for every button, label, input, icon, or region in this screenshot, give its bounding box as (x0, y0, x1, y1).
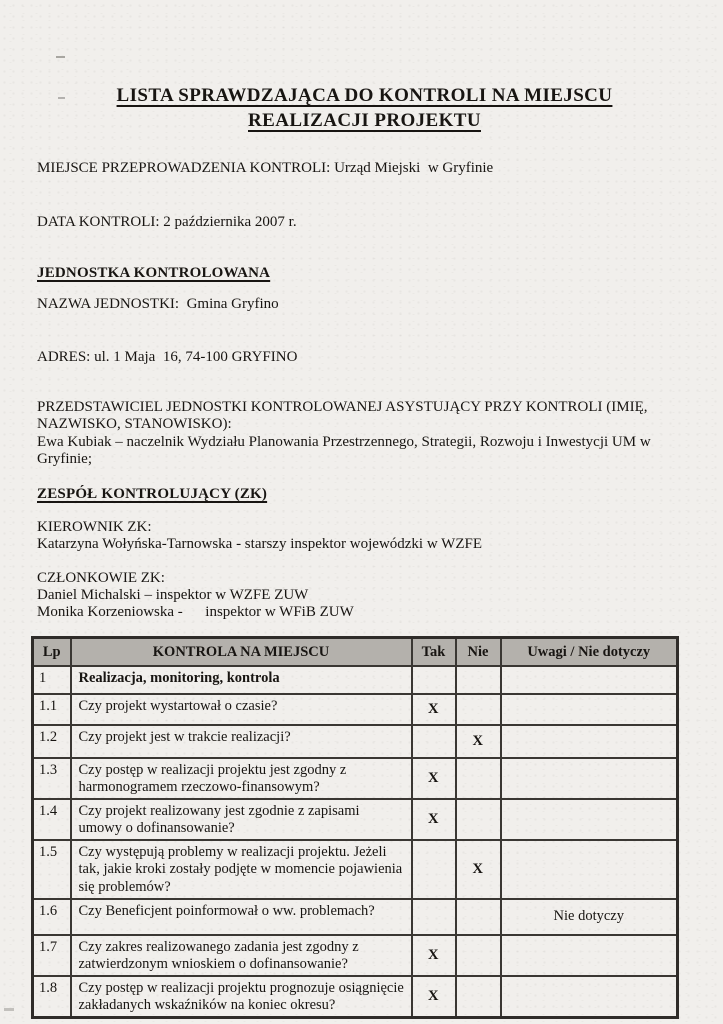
row-number: 1.5 (33, 840, 71, 898)
row-uwagi (501, 840, 678, 898)
team-members-label: CZŁONKOWIE ZK: (37, 569, 165, 586)
header-tak: Tak (412, 638, 456, 666)
row-nie-mark (456, 799, 501, 840)
table-row (33, 725, 678, 758)
row-nie-mark (456, 666, 501, 694)
row-number: 1.2 (33, 725, 71, 758)
table-row (33, 694, 678, 725)
team-leader-value: Katarzyna Wołyńska-Tarnowska - starszy inspektor wojewódzki w WZFE (37, 536, 482, 553)
row-uwagi (501, 799, 678, 840)
header-lp: Lp (33, 638, 71, 666)
row-number: 1.4 (33, 799, 71, 840)
row-question: Czy projekt jest w trakcie realizacji? (71, 725, 412, 758)
team-member: Daniel Michalski – inspektor w WZFE ZUW (37, 586, 309, 603)
inspection-date: DATA KONTROLI: 2 października 2007 r. (37, 214, 297, 231)
table-row (33, 840, 678, 898)
header-uwagi: Uwagi / Nie dotyczy (501, 638, 678, 666)
table-row (33, 935, 678, 976)
row-nie-mark (456, 935, 501, 976)
representative-label: PRZEDSTAWICIEL JEDNOSTKI KONTROLOWANEJ ASYSTUJĄCY PRZY KONTROLI (IMIĘ, NAZWISKO, STANOWISKO): (37, 399, 652, 433)
controlled-unit-heading: JEDNOSTKA KONTROLOWANA (37, 264, 271, 281)
row-uwagi (501, 758, 678, 799)
control-team-heading: ZESPÓŁ KONTROLUJĄCY (ZK) (37, 486, 268, 503)
row-tak-mark (412, 899, 456, 935)
row-uwagi (501, 976, 678, 1018)
row-tak-mark: X (412, 758, 456, 799)
row-question: Czy projekt wystartował o czasie? (71, 694, 412, 725)
row-tak-mark (412, 725, 456, 758)
team-leader-block (37, 519, 692, 554)
row-uwagi (501, 666, 678, 694)
representative-value: Ewa Kubiak – naczelnik Wydziału Planowania Przestrzennego, Strategii, Rozwoju i Inwestycji UM w Gryfinie; (37, 433, 655, 467)
document-title-line1: LISTA SPRAWDZAJĄCA DO KONTROLI NA MIEJSCU (116, 85, 613, 106)
row-question: Czy projekt realizowany jest zgodnie z zapisami umowy o dofinansowanie? (71, 799, 412, 840)
row-number: 1.7 (33, 935, 71, 976)
team-member: Monika Korzeniowska - inspektor w WFiB ZUW (37, 604, 354, 621)
row-nie-mark (456, 976, 501, 1018)
row-question: Czy postęp w realizacji projektu jest zgodny z harmonogramem rzeczowo-finansowym? (71, 758, 412, 799)
row-question: Czy występują problemy w realizacji projektu. Jeżeli tak, jakie kroki zostały podjęte w momencie pojawienia się problemów? (71, 840, 412, 898)
row-uwagi (501, 935, 678, 976)
row-number: 1.3 (33, 758, 71, 799)
row-nie-mark (456, 899, 501, 935)
row-question: Czy postęp w realizacji projektu prognozuje osiągnięcie zakładanych wskaźników na koniec okresu? (71, 976, 412, 1018)
row-uwagi (501, 725, 678, 758)
inspection-place: MIEJSCE PRZEPROWADZENIA KONTROLI: Urząd Miejski w Gryfinie (37, 160, 494, 177)
row-tak-mark: X (412, 694, 456, 725)
table-row (33, 899, 678, 935)
table-row (33, 799, 678, 840)
row-number: 1.1 (33, 694, 71, 725)
document-title (37, 0, 692, 133)
row-tak-mark: X (412, 935, 456, 976)
team-members-block (37, 570, 692, 622)
unit-name: NAZWA JEDNOSTKI: Gmina Gryfino (37, 295, 279, 312)
row-uwagi (501, 694, 678, 725)
row-uwagi: Nie dotyczy (501, 899, 678, 935)
header-nie: Nie (456, 638, 501, 666)
row-nie-mark: X (456, 840, 501, 898)
table-header-row (33, 638, 678, 666)
row-question: Czy Beneficjent poinformował o ww. problemach? (71, 899, 412, 935)
representative-block (37, 399, 692, 468)
row-nie-mark (456, 758, 501, 799)
row-number: 1.8 (33, 976, 71, 1018)
table-row (33, 976, 678, 1018)
team-leader-label: KIEROWNIK ZK: (37, 519, 152, 536)
table-row (33, 758, 678, 799)
header-question: KONTROLA NA MIEJSCU (71, 638, 412, 666)
row-tak-mark: X (412, 976, 456, 1018)
unit-address: ADRES: ul. 1 Maja 16, 74-100 GRYFINO (37, 348, 298, 365)
table-row (33, 666, 678, 694)
scan-artifact (4, 1008, 14, 1011)
row-number: 1 (33, 666, 71, 694)
row-tak-mark: X (412, 799, 456, 840)
row-number: 1.6 (33, 899, 71, 935)
row-tak-mark (412, 666, 456, 694)
document-title-line2: REALIZACJI PROJEKTU (248, 110, 481, 132)
row-nie-mark: X (456, 725, 501, 758)
control-checklist-table (31, 636, 679, 1019)
row-tak-mark (412, 840, 456, 898)
row-question: Realizacja, monitoring, kontrola (71, 666, 412, 694)
row-question: Czy zakres realizowanego zadania jest zgodny z zatwierdzonym wnioskiem o dofinansowanie? (71, 935, 412, 976)
row-nie-mark (456, 694, 501, 725)
